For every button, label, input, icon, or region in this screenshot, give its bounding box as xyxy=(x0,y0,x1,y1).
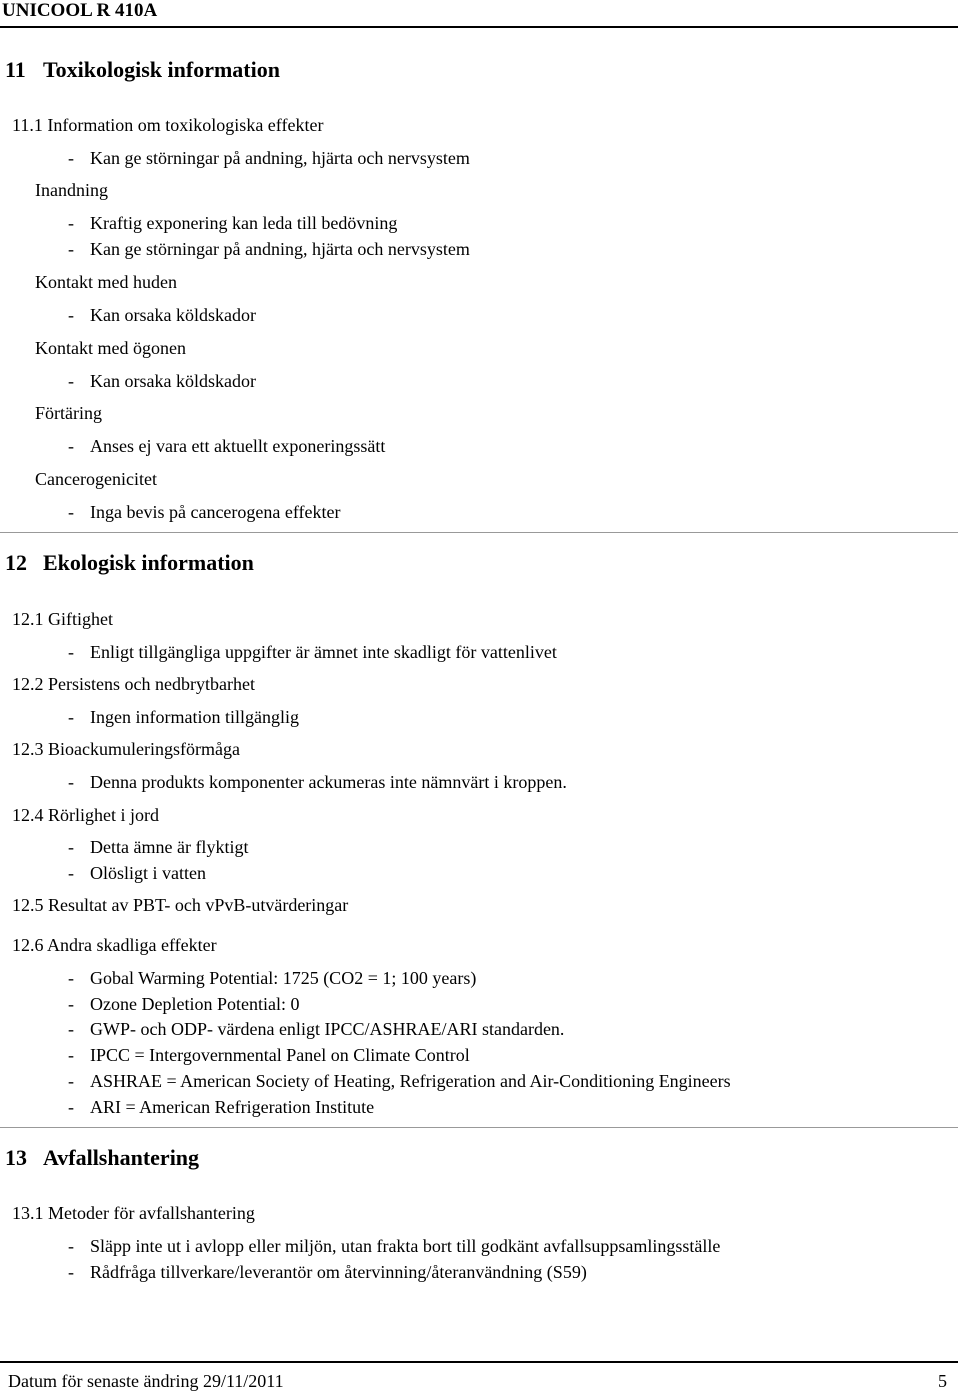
list-item: - Gobal Warming Potential: 1725 (CO2 = 1; 100 years) xyxy=(68,968,477,988)
list-item: - Kan ge störningar på andning, hjärta och nervsystem xyxy=(68,239,470,259)
list-item: - IPCC = Intergovernmental Panel on Climate Control xyxy=(68,1045,470,1065)
header-divider xyxy=(0,26,958,28)
subsection-12-6: 12.6 Andra skadliga effekter xyxy=(12,935,217,955)
section-title: Ekologisk information xyxy=(43,550,254,575)
section-11-heading xyxy=(5,57,280,83)
subsection-13-1: 13.1 Metoder för avfallshantering xyxy=(12,1203,255,1223)
list-item: - Detta ämne är flyktigt xyxy=(68,837,249,857)
list-item: - Kraftig exponering kan leda till bedövning xyxy=(68,213,398,233)
subsection-12-1: 12.1 Giftighet xyxy=(12,609,113,629)
list-item: - Ozone Depletion Potential: 0 xyxy=(68,994,300,1014)
section-title: Avfallshantering xyxy=(43,1145,200,1170)
list-item: - Anses ej vara ett aktuellt exponeringssätt xyxy=(68,436,386,456)
page-number: 5 xyxy=(938,1371,947,1391)
list-item: - ASHRAE = American Society of Heating, Refrigeration and Air-Conditioning Engineers xyxy=(68,1071,731,1091)
section-13-heading xyxy=(5,1145,199,1171)
section-12-heading xyxy=(5,550,254,576)
section-divider xyxy=(0,532,958,533)
list-item: - Kan orsaka köldskador xyxy=(68,305,256,325)
section-number: 12 xyxy=(5,550,27,575)
section-number: 11 xyxy=(5,57,26,82)
list-item: - Rådfråga tillverkare/leverantör om återvinning/återanvändning (S59) xyxy=(68,1262,587,1282)
subsection-11-1: 11.1 Information om toxikologiska effekter xyxy=(12,115,324,135)
category-label: Kontakt med huden xyxy=(35,272,177,292)
section-number: 13 xyxy=(5,1145,27,1170)
list-item: - ARI = American Refrigeration Institute xyxy=(68,1097,375,1117)
list-item: - Denna produkts komponenter ackumeras inte nämnvärt i kroppen. xyxy=(68,772,567,792)
category-label: Cancerogenicitet xyxy=(35,469,157,489)
revision-date: Datum för senaste ändring 29/11/2011 xyxy=(8,1371,284,1391)
list-item: - Ingen information tillgänglig xyxy=(68,707,299,727)
list-item: - Kan orsaka köldskador xyxy=(68,371,256,391)
list-item: - Släpp inte ut i avlopp eller miljön, utan frakta bort till godkänt avfallsuppsamlingsställe xyxy=(68,1236,721,1256)
category-label: Kontakt med ögonen xyxy=(35,338,186,358)
category-label: Förtäring xyxy=(35,403,102,423)
list-item: - Enligt tillgängliga uppgifter är ämnet inte skadligt för vattenlivet xyxy=(68,642,557,662)
list-item: - Inga bevis på cancerogena effekter xyxy=(68,502,341,522)
section-divider xyxy=(0,1127,958,1128)
section-title: Toxikologisk information xyxy=(43,57,280,82)
subsection-12-4: 12.4 Rörlighet i jord xyxy=(12,805,159,825)
subsection-12-3: 12.3 Bioackumuleringsförmåga xyxy=(12,739,240,759)
document-title: UNICOOL R 410A xyxy=(2,0,158,21)
list-item: - Olösligt i vatten xyxy=(68,863,206,883)
subsection-12-2: 12.2 Persistens och nedbrytbarhet xyxy=(12,674,255,694)
subsection-12-5: 12.5 Resultat av PBT- och vPvB-utvärderingar xyxy=(12,895,349,915)
category-label: Inandning xyxy=(35,180,108,200)
list-item: - Kan ge störningar på andning, hjärta och nervsystem xyxy=(68,148,470,168)
list-item: - GWP- och ODP- värdena enligt IPCC/ASHRAE/ARI standarden. xyxy=(68,1019,565,1039)
footer-divider xyxy=(0,1361,958,1363)
